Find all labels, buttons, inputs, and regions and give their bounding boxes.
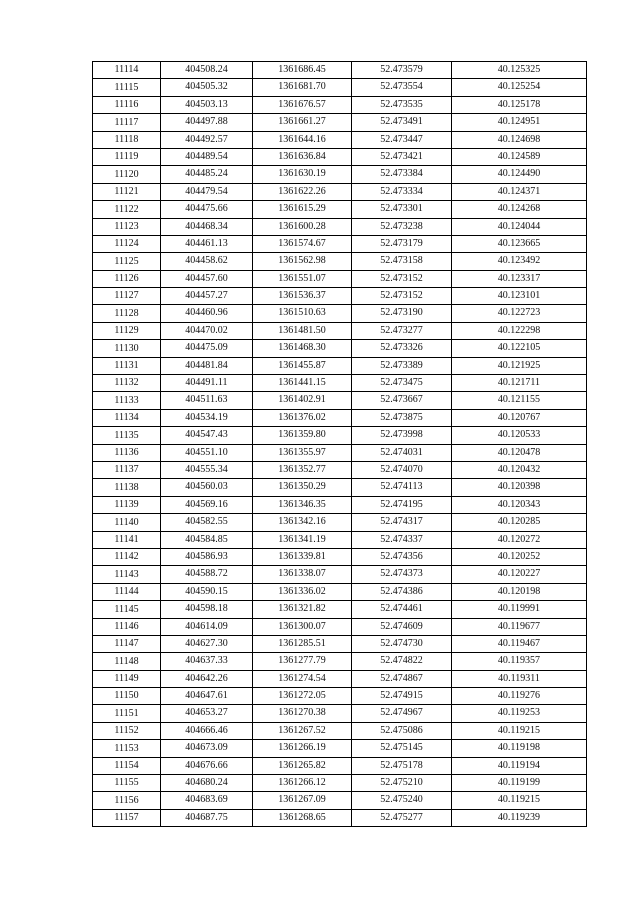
latitude-cell: 52.474031	[352, 444, 452, 461]
table-row	[93, 253, 587, 270]
coordinates-table-body	[93, 62, 587, 827]
y-coordinate-cell: 1361341.19	[253, 531, 352, 548]
longitude-cell: 40.125178	[452, 96, 587, 113]
x-coordinate-cell: 404481.84	[161, 357, 253, 374]
table-row	[93, 444, 587, 461]
point-id-cell: 11154	[93, 757, 161, 774]
latitude-cell: 52.473301	[352, 201, 452, 218]
latitude-cell: 52.474356	[352, 548, 452, 565]
y-coordinate-cell: 1361300.07	[253, 618, 352, 635]
latitude-cell: 52.473190	[352, 305, 452, 322]
longitude-cell: 40.119198	[452, 740, 587, 757]
table-row	[93, 583, 587, 600]
table-row	[93, 114, 587, 131]
x-coordinate-cell: 404479.54	[161, 183, 253, 200]
table-row	[93, 409, 587, 426]
y-coordinate-cell: 1361622.26	[253, 183, 352, 200]
latitude-cell: 52.473491	[352, 114, 452, 131]
x-coordinate-cell: 404492.57	[161, 131, 253, 148]
latitude-cell: 52.475145	[352, 740, 452, 757]
longitude-cell: 40.123665	[452, 235, 587, 252]
y-coordinate-cell: 1361636.84	[253, 148, 352, 165]
x-coordinate-cell: 404508.24	[161, 62, 253, 79]
table-row	[93, 305, 587, 322]
latitude-cell: 52.473875	[352, 409, 452, 426]
x-coordinate-cell: 404475.09	[161, 340, 253, 357]
point-id-cell: 11153	[93, 740, 161, 757]
latitude-cell: 52.475178	[352, 757, 452, 774]
point-id-cell: 11116	[93, 96, 161, 113]
latitude-cell: 52.474386	[352, 583, 452, 600]
y-coordinate-cell: 1361277.79	[253, 653, 352, 670]
longitude-cell: 40.119239	[452, 809, 587, 826]
point-id-cell: 11114	[93, 62, 161, 79]
x-coordinate-cell: 404491.11	[161, 375, 253, 392]
point-id-cell: 11135	[93, 427, 161, 444]
x-coordinate-cell: 404642.26	[161, 670, 253, 687]
latitude-cell: 52.473389	[352, 357, 452, 374]
point-id-cell: 11125	[93, 253, 161, 270]
y-coordinate-cell: 1361338.07	[253, 566, 352, 583]
latitude-cell: 52.474317	[352, 514, 452, 531]
longitude-cell: 40.123317	[452, 270, 587, 287]
point-id-cell: 11120	[93, 166, 161, 183]
point-id-cell: 11124	[93, 235, 161, 252]
longitude-cell: 40.122298	[452, 322, 587, 339]
x-coordinate-cell: 404511.63	[161, 392, 253, 409]
longitude-cell: 40.119311	[452, 670, 587, 687]
longitude-cell: 40.120343	[452, 496, 587, 513]
longitude-cell: 40.119194	[452, 757, 587, 774]
latitude-cell: 52.473998	[352, 427, 452, 444]
longitude-cell: 40.124951	[452, 114, 587, 131]
latitude-cell: 52.474113	[352, 479, 452, 496]
longitude-cell: 40.120432	[452, 461, 587, 478]
point-id-cell: 11151	[93, 705, 161, 722]
longitude-cell: 40.124268	[452, 201, 587, 218]
y-coordinate-cell: 1361346.35	[253, 496, 352, 513]
x-coordinate-cell: 404497.88	[161, 114, 253, 131]
y-coordinate-cell: 1361615.29	[253, 201, 352, 218]
y-coordinate-cell: 1361510.63	[253, 305, 352, 322]
table-row	[93, 375, 587, 392]
table-row	[93, 601, 587, 618]
longitude-cell: 40.125325	[452, 62, 587, 79]
longitude-cell: 40.124589	[452, 148, 587, 165]
y-coordinate-cell: 1361441.15	[253, 375, 352, 392]
x-coordinate-cell: 404680.24	[161, 775, 253, 792]
x-coordinate-cell: 404653.27	[161, 705, 253, 722]
point-id-cell: 11149	[93, 670, 161, 687]
point-id-cell: 11134	[93, 409, 161, 426]
longitude-cell: 40.120398	[452, 479, 587, 496]
point-id-cell: 11157	[93, 809, 161, 826]
table-row	[93, 357, 587, 374]
x-coordinate-cell: 404627.30	[161, 635, 253, 652]
longitude-cell: 40.124044	[452, 218, 587, 235]
x-coordinate-cell: 404461.13	[161, 235, 253, 252]
point-id-cell: 11131	[93, 357, 161, 374]
table-row	[93, 62, 587, 79]
table-row	[93, 392, 587, 409]
point-id-cell: 11150	[93, 688, 161, 705]
latitude-cell: 52.473152	[352, 288, 452, 305]
point-id-cell: 11130	[93, 340, 161, 357]
x-coordinate-cell: 404460.96	[161, 305, 253, 322]
point-id-cell: 11118	[93, 131, 161, 148]
x-coordinate-cell: 404457.60	[161, 270, 253, 287]
y-coordinate-cell: 1361355.97	[253, 444, 352, 461]
x-coordinate-cell: 404673.09	[161, 740, 253, 757]
y-coordinate-cell: 1361321.82	[253, 601, 352, 618]
table-row	[93, 775, 587, 792]
y-coordinate-cell: 1361270.38	[253, 705, 352, 722]
longitude-cell: 40.119276	[452, 688, 587, 705]
latitude-cell: 52.474967	[352, 705, 452, 722]
x-coordinate-cell: 404687.75	[161, 809, 253, 826]
point-id-cell: 11146	[93, 618, 161, 635]
point-id-cell: 11156	[93, 792, 161, 809]
y-coordinate-cell: 1361266.12	[253, 775, 352, 792]
table-row	[93, 514, 587, 531]
x-coordinate-cell: 404555.34	[161, 461, 253, 478]
x-coordinate-cell: 404468.34	[161, 218, 253, 235]
y-coordinate-cell: 1361265.82	[253, 757, 352, 774]
point-id-cell: 11143	[93, 566, 161, 583]
x-coordinate-cell: 404683.69	[161, 792, 253, 809]
table-row	[93, 496, 587, 513]
table-row	[93, 548, 587, 565]
point-id-cell: 11128	[93, 305, 161, 322]
latitude-cell: 52.474730	[352, 635, 452, 652]
x-coordinate-cell: 404475.66	[161, 201, 253, 218]
y-coordinate-cell: 1361339.81	[253, 548, 352, 565]
longitude-cell: 40.120272	[452, 531, 587, 548]
longitude-cell: 40.119215	[452, 722, 587, 739]
table-row	[93, 670, 587, 687]
longitude-cell: 40.120252	[452, 548, 587, 565]
x-coordinate-cell: 404485.24	[161, 166, 253, 183]
table-row	[93, 792, 587, 809]
point-id-cell: 11145	[93, 601, 161, 618]
longitude-cell: 40.123492	[452, 253, 587, 270]
coordinates-table	[92, 61, 587, 827]
longitude-cell: 40.120227	[452, 566, 587, 583]
table-row	[93, 740, 587, 757]
point-id-cell: 11142	[93, 548, 161, 565]
table-row	[93, 270, 587, 287]
table-row	[93, 131, 587, 148]
latitude-cell: 52.473384	[352, 166, 452, 183]
x-coordinate-cell: 404676.66	[161, 757, 253, 774]
y-coordinate-cell: 1361481.50	[253, 322, 352, 339]
point-id-cell: 11144	[93, 583, 161, 600]
point-id-cell: 11132	[93, 375, 161, 392]
table-row	[93, 183, 587, 200]
point-id-cell: 11136	[93, 444, 161, 461]
y-coordinate-cell: 1361268.65	[253, 809, 352, 826]
point-id-cell: 11139	[93, 496, 161, 513]
table-row	[93, 461, 587, 478]
table-row	[93, 757, 587, 774]
y-coordinate-cell: 1361285.51	[253, 635, 352, 652]
longitude-cell: 40.119199	[452, 775, 587, 792]
x-coordinate-cell: 404586.93	[161, 548, 253, 565]
latitude-cell: 52.473667	[352, 392, 452, 409]
point-id-cell: 11122	[93, 201, 161, 218]
x-coordinate-cell: 404470.02	[161, 322, 253, 339]
y-coordinate-cell: 1361267.09	[253, 792, 352, 809]
table-row	[93, 618, 587, 635]
y-coordinate-cell: 1361274.54	[253, 670, 352, 687]
longitude-cell: 40.121925	[452, 357, 587, 374]
longitude-cell: 40.119357	[452, 653, 587, 670]
latitude-cell: 52.474867	[352, 670, 452, 687]
latitude-cell: 52.473326	[352, 340, 452, 357]
latitude-cell: 52.474070	[352, 461, 452, 478]
x-coordinate-cell: 404588.72	[161, 566, 253, 583]
y-coordinate-cell: 1361266.19	[253, 740, 352, 757]
x-coordinate-cell: 404489.54	[161, 148, 253, 165]
longitude-cell: 40.119253	[452, 705, 587, 722]
latitude-cell: 52.473554	[352, 79, 452, 96]
y-coordinate-cell: 1361350.29	[253, 479, 352, 496]
longitude-cell: 40.124698	[452, 131, 587, 148]
y-coordinate-cell: 1361574.67	[253, 235, 352, 252]
point-id-cell: 11117	[93, 114, 161, 131]
latitude-cell: 52.474822	[352, 653, 452, 670]
y-coordinate-cell: 1361676.57	[253, 96, 352, 113]
table-row	[93, 722, 587, 739]
table-row	[93, 479, 587, 496]
longitude-cell: 40.125254	[452, 79, 587, 96]
latitude-cell: 52.475210	[352, 775, 452, 792]
longitude-cell: 40.119991	[452, 601, 587, 618]
y-coordinate-cell: 1361661.27	[253, 114, 352, 131]
x-coordinate-cell: 404590.15	[161, 583, 253, 600]
table-row	[93, 166, 587, 183]
table-row	[93, 653, 587, 670]
latitude-cell: 52.474461	[352, 601, 452, 618]
latitude-cell: 52.473158	[352, 253, 452, 270]
point-id-cell: 11148	[93, 653, 161, 670]
x-coordinate-cell: 404534.19	[161, 409, 253, 426]
table-row	[93, 201, 587, 218]
point-id-cell: 11138	[93, 479, 161, 496]
x-coordinate-cell: 404458.62	[161, 253, 253, 270]
point-id-cell: 11115	[93, 79, 161, 96]
latitude-cell: 52.473152	[352, 270, 452, 287]
latitude-cell: 52.473277	[352, 322, 452, 339]
y-coordinate-cell: 1361272.05	[253, 688, 352, 705]
latitude-cell: 52.474195	[352, 496, 452, 513]
latitude-cell: 52.473535	[352, 96, 452, 113]
table-row	[93, 688, 587, 705]
x-coordinate-cell: 404666.46	[161, 722, 253, 739]
longitude-cell: 40.120285	[452, 514, 587, 531]
longitude-cell: 40.120533	[452, 427, 587, 444]
y-coordinate-cell: 1361630.19	[253, 166, 352, 183]
latitude-cell: 52.473334	[352, 183, 452, 200]
longitude-cell: 40.124490	[452, 166, 587, 183]
latitude-cell: 52.474915	[352, 688, 452, 705]
y-coordinate-cell: 1361402.91	[253, 392, 352, 409]
table-row	[93, 322, 587, 339]
table-row	[93, 340, 587, 357]
latitude-cell: 52.474373	[352, 566, 452, 583]
y-coordinate-cell: 1361681.70	[253, 79, 352, 96]
x-coordinate-cell: 404614.09	[161, 618, 253, 635]
y-coordinate-cell: 1361600.28	[253, 218, 352, 235]
x-coordinate-cell: 404505.32	[161, 79, 253, 96]
point-id-cell: 11133	[93, 392, 161, 409]
longitude-cell: 40.121711	[452, 375, 587, 392]
point-id-cell: 11127	[93, 288, 161, 305]
longitude-cell: 40.123101	[452, 288, 587, 305]
x-coordinate-cell: 404582.55	[161, 514, 253, 531]
longitude-cell: 40.124371	[452, 183, 587, 200]
point-id-cell: 11123	[93, 218, 161, 235]
table-row	[93, 288, 587, 305]
point-id-cell: 11126	[93, 270, 161, 287]
x-coordinate-cell: 404547.43	[161, 427, 253, 444]
point-id-cell: 11152	[93, 722, 161, 739]
table-row	[93, 635, 587, 652]
x-coordinate-cell: 404457.27	[161, 288, 253, 305]
point-id-cell: 11140	[93, 514, 161, 531]
longitude-cell: 40.121155	[452, 392, 587, 409]
table-row	[93, 218, 587, 235]
table-row	[93, 427, 587, 444]
table-row	[93, 96, 587, 113]
y-coordinate-cell: 1361455.87	[253, 357, 352, 374]
y-coordinate-cell: 1361352.77	[253, 461, 352, 478]
latitude-cell: 52.473579	[352, 62, 452, 79]
table-row	[93, 235, 587, 252]
longitude-cell: 40.120478	[452, 444, 587, 461]
y-coordinate-cell: 1361267.52	[253, 722, 352, 739]
longitude-cell: 40.120198	[452, 583, 587, 600]
latitude-cell: 52.475086	[352, 722, 452, 739]
longitude-cell: 40.119467	[452, 635, 587, 652]
latitude-cell: 52.473238	[352, 218, 452, 235]
point-id-cell: 11155	[93, 775, 161, 792]
longitude-cell: 40.119215	[452, 792, 587, 809]
x-coordinate-cell: 404503.13	[161, 96, 253, 113]
y-coordinate-cell: 1361536.37	[253, 288, 352, 305]
longitude-cell: 40.122105	[452, 340, 587, 357]
y-coordinate-cell: 1361359.80	[253, 427, 352, 444]
latitude-cell: 52.473179	[352, 235, 452, 252]
y-coordinate-cell: 1361562.98	[253, 253, 352, 270]
y-coordinate-cell: 1361644.16	[253, 131, 352, 148]
point-id-cell: 11141	[93, 531, 161, 548]
x-coordinate-cell: 404598.18	[161, 601, 253, 618]
point-id-cell: 11129	[93, 322, 161, 339]
y-coordinate-cell: 1361336.02	[253, 583, 352, 600]
table-row	[93, 566, 587, 583]
y-coordinate-cell: 1361551.07	[253, 270, 352, 287]
longitude-cell: 40.120767	[452, 409, 587, 426]
x-coordinate-cell: 404569.16	[161, 496, 253, 513]
longitude-cell: 40.119677	[452, 618, 587, 635]
table-row	[93, 531, 587, 548]
latitude-cell: 52.473475	[352, 375, 452, 392]
table-row	[93, 148, 587, 165]
point-id-cell: 11121	[93, 183, 161, 200]
table-row	[93, 705, 587, 722]
latitude-cell: 52.474337	[352, 531, 452, 548]
latitude-cell: 52.475240	[352, 792, 452, 809]
y-coordinate-cell: 1361342.16	[253, 514, 352, 531]
y-coordinate-cell: 1361468.30	[253, 340, 352, 357]
point-id-cell: 11137	[93, 461, 161, 478]
x-coordinate-cell: 404551.10	[161, 444, 253, 461]
latitude-cell: 52.474609	[352, 618, 452, 635]
x-coordinate-cell: 404647.61	[161, 688, 253, 705]
point-id-cell: 11147	[93, 635, 161, 652]
latitude-cell: 52.473421	[352, 148, 452, 165]
y-coordinate-cell: 1361376.02	[253, 409, 352, 426]
point-id-cell: 11119	[93, 148, 161, 165]
x-coordinate-cell: 404584.85	[161, 531, 253, 548]
x-coordinate-cell: 404560.03	[161, 479, 253, 496]
longitude-cell: 40.122723	[452, 305, 587, 322]
y-coordinate-cell: 1361686.45	[253, 62, 352, 79]
latitude-cell: 52.475277	[352, 809, 452, 826]
table-row	[93, 809, 587, 826]
x-coordinate-cell: 404637.33	[161, 653, 253, 670]
table-row	[93, 79, 587, 96]
latitude-cell: 52.473447	[352, 131, 452, 148]
